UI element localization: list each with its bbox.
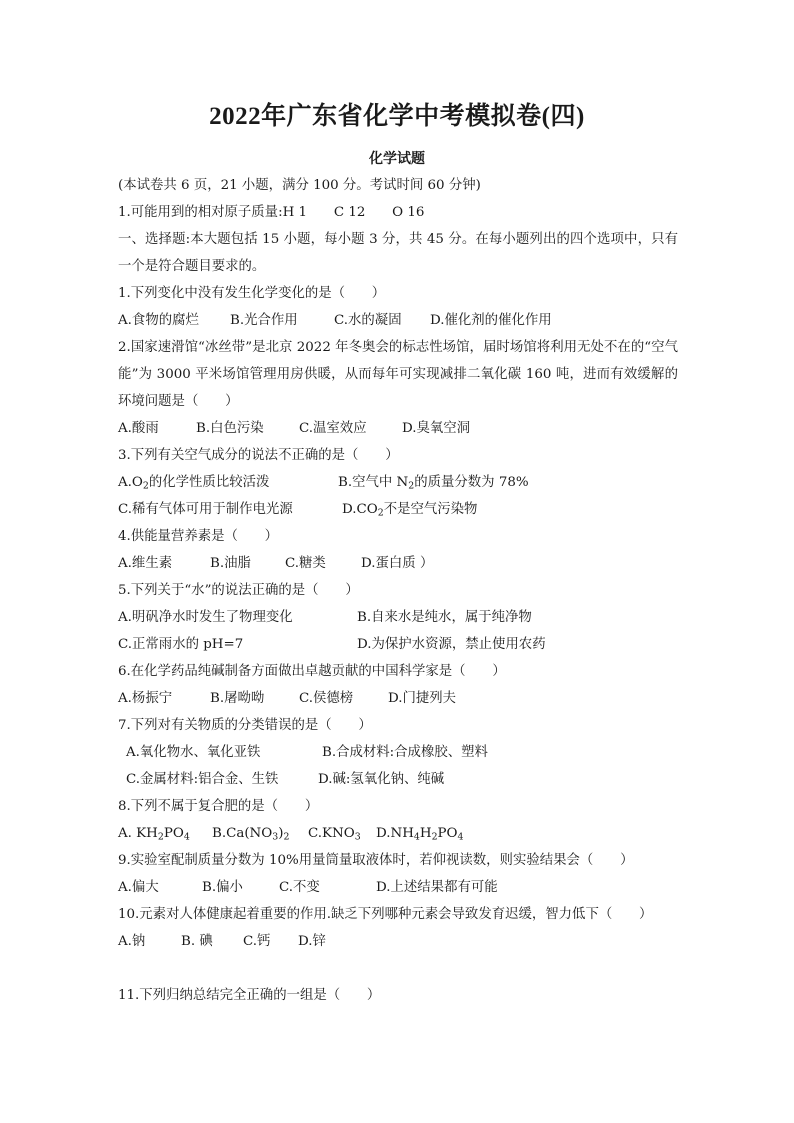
q8-a-t0: A. KH <box>118 826 158 841</box>
question-7-options-row1 <box>118 739 678 766</box>
question-7-stem: 7.下列对有关物质的分类错误的是（ ） <box>118 718 372 733</box>
question-10-options <box>118 928 678 955</box>
q3-d-sub: 2 <box>377 507 384 519</box>
q1-option-d[interactable]: D.催化剂的催化作用 <box>430 313 552 328</box>
question-1-options <box>118 307 678 334</box>
q1-option-a[interactable]: A.食物的腐烂 <box>118 313 199 328</box>
question-5-options-row1 <box>118 604 678 631</box>
q6-option-c[interactable]: C.侯德榜 <box>299 691 354 706</box>
q8-d-t2: H <box>419 826 432 841</box>
q3-b-post: 的质量分数为 78% <box>414 475 529 490</box>
q8-b-t0: B.Ca(NO <box>212 826 273 841</box>
q8-option-b[interactable] <box>212 820 308 847</box>
q8-d-s5: 4 <box>457 831 464 843</box>
exam-content <box>118 172 678 1009</box>
q9-option-d[interactable]: D.上述结果都有可能 <box>376 880 498 895</box>
q2-option-c[interactable]: C.温室效应 <box>299 421 367 436</box>
q4-option-a[interactable]: A.维生素 <box>118 556 173 571</box>
q3-d-post: 不是空气污染物 <box>383 502 478 517</box>
q3-d-pre: D.CO <box>342 502 378 517</box>
question-5-stem: 5.下列关于“水”的说法正确的是（ ） <box>118 583 359 598</box>
question-4-options <box>118 550 678 577</box>
question-5-options-row2 <box>118 631 678 658</box>
question-6-stem: 6.在化学药品纯碱制备方面做出卓越贡献的中国科学家是（ ） <box>118 664 506 679</box>
q5-option-b[interactable]: B.自来水是纯水，属于纯净物 <box>357 610 532 625</box>
q9-option-a[interactable]: A.偏大 <box>118 880 159 895</box>
question-3-stem: 3.下列有关空气成分的说法不正确的是（ ） <box>118 448 399 463</box>
q8-d-t4: PO <box>437 826 458 841</box>
question-4-stem: 4.供能量营养素是（ ） <box>118 529 279 544</box>
exam-info: (本试卷共 6 页，21 小题，满分 100 分。考试时间 60 分钟) <box>118 178 481 193</box>
q6-option-d[interactable]: D.门捷列夫 <box>388 691 457 706</box>
q7-option-b[interactable]: B.合成材料:合成橡胶、塑料 <box>322 745 488 760</box>
question-1-stem: 1.下列变化中没有发生化学变化的是（ ） <box>118 286 386 301</box>
q3-option-c[interactable]: C.稀有气体可用于制作电光源 <box>118 502 293 517</box>
q8-a-s1: 2 <box>157 831 164 843</box>
question-8-stem: 8.下列不属于复合肥的是（ ） <box>118 799 319 814</box>
q8-d-t0: D.NH <box>376 826 414 841</box>
q10-option-a[interactable]: A.钠 <box>118 934 146 949</box>
atomic-mass-line: 1.可能用到的相对原子质量:H 1 C 12 O 16 <box>118 205 425 220</box>
q8-d-s3: 2 <box>431 831 438 843</box>
q8-c-s1: 3 <box>354 831 361 843</box>
q8-option-d[interactable] <box>376 820 464 847</box>
q7-option-c[interactable]: C.金属材料:铝合金、生铁 <box>126 772 279 787</box>
q9-option-b[interactable]: B.偏小 <box>202 880 243 895</box>
q8-b-s1: 3 <box>272 831 279 843</box>
q3-option-a[interactable] <box>118 469 338 496</box>
q7-option-a[interactable]: A.氧化物水、氧化亚铁 <box>126 745 261 760</box>
q10-option-c[interactable]: C.钙 <box>243 934 271 949</box>
q3-a-post: 的化学性质比较活泼 <box>148 475 270 490</box>
q10-option-b[interactable]: B. 碘 <box>181 934 213 949</box>
q3-b-pre: B.空气中 N <box>338 475 409 490</box>
q4-option-c[interactable]: C.糖类 <box>285 556 326 571</box>
blank-line <box>118 955 678 982</box>
q3-a-pre: A.O <box>118 475 143 490</box>
q5-option-a[interactable]: A.明矾净水时发生了物理变化 <box>118 610 293 625</box>
question-3-options-row1 <box>118 469 678 496</box>
q8-d-s1: 4 <box>413 831 420 843</box>
section-instructions: 一、选择题:本大题包括 15 小题，每小题 3 分，共 45 分。在每小题列出的四个选项中，只有一个是符合题目要求的。 <box>118 232 678 274</box>
q8-a-t2: PO <box>163 826 184 841</box>
q8-option-c[interactable] <box>308 820 376 847</box>
q4-option-b[interactable]: B.油脂 <box>210 556 251 571</box>
q6-option-a[interactable]: A.杨振宁 <box>118 691 173 706</box>
q2-option-a[interactable]: A.酸雨 <box>118 421 159 436</box>
question-9-stem: 9.实验室配制质量分数为 10%用量筒量取液体时，若仰视读数，则实验结果会（ ） <box>118 853 634 868</box>
q8-c-t0: C.KNO <box>308 826 355 841</box>
q3-a-sub: 2 <box>142 480 149 492</box>
q1-option-c[interactable]: C.水的凝固 <box>334 313 402 328</box>
q2-option-d[interactable]: D.臭氧空洞 <box>402 421 471 436</box>
q3-option-b[interactable] <box>338 469 529 496</box>
q7-option-d[interactable]: D.碱:氢氧化钠、纯碱 <box>318 772 445 787</box>
question-6-options <box>118 685 678 712</box>
q8-b-s3: 2 <box>283 831 290 843</box>
q8-a-s3: 4 <box>183 831 190 843</box>
q9-option-c[interactable]: C.不变 <box>279 880 320 895</box>
q3-option-d[interactable] <box>342 496 477 523</box>
q5-option-c[interactable]: C.正常雨水的 pH=7 <box>118 637 244 652</box>
question-8-options <box>118 820 678 847</box>
q6-option-b[interactable]: B.屠呦呦 <box>210 691 265 706</box>
question-11-stem: 11.下列归纳总结完全正确的一组是（ ） <box>118 988 381 1003</box>
q8-b-t2: ) <box>278 826 284 841</box>
q4-option-d[interactable]: D.蛋白质 ） <box>361 556 434 571</box>
question-7-options-row2 <box>118 766 678 793</box>
q2-option-b[interactable]: B.白色污染 <box>196 421 264 436</box>
q5-option-d[interactable]: D.为保护水资源，禁止使用农药 <box>357 637 546 652</box>
exam-subtitle: 化学试题 <box>369 151 425 167</box>
question-10-stem: 10.元素对人体健康起着重要的作用.缺乏下列哪种元素会导致发育迟缓，智力低下（ ） <box>118 907 653 922</box>
question-3-options-row2 <box>118 496 678 523</box>
q3-b-sub: 2 <box>408 480 415 492</box>
question-2-stem: 2.国家速滑馆“冰丝带”是北京 2022 年冬奥会的标志性场馆，届时场馆将利用无处不在的“空气能”为 3000 平米场馆管理用房供暖，从而每年可实现减排二氧化碳 160 吨，进而有效缓解的环境问题是（ ） <box>118 340 678 409</box>
exam-title: 2022年广东省化学中考模拟卷(四) <box>209 103 585 130</box>
q1-option-b[interactable]: B.光合作用 <box>230 313 298 328</box>
question-9-options <box>118 874 678 901</box>
q8-option-a[interactable] <box>118 820 212 847</box>
q10-option-d[interactable]: D.锌 <box>298 934 326 949</box>
question-2-options <box>118 415 678 442</box>
